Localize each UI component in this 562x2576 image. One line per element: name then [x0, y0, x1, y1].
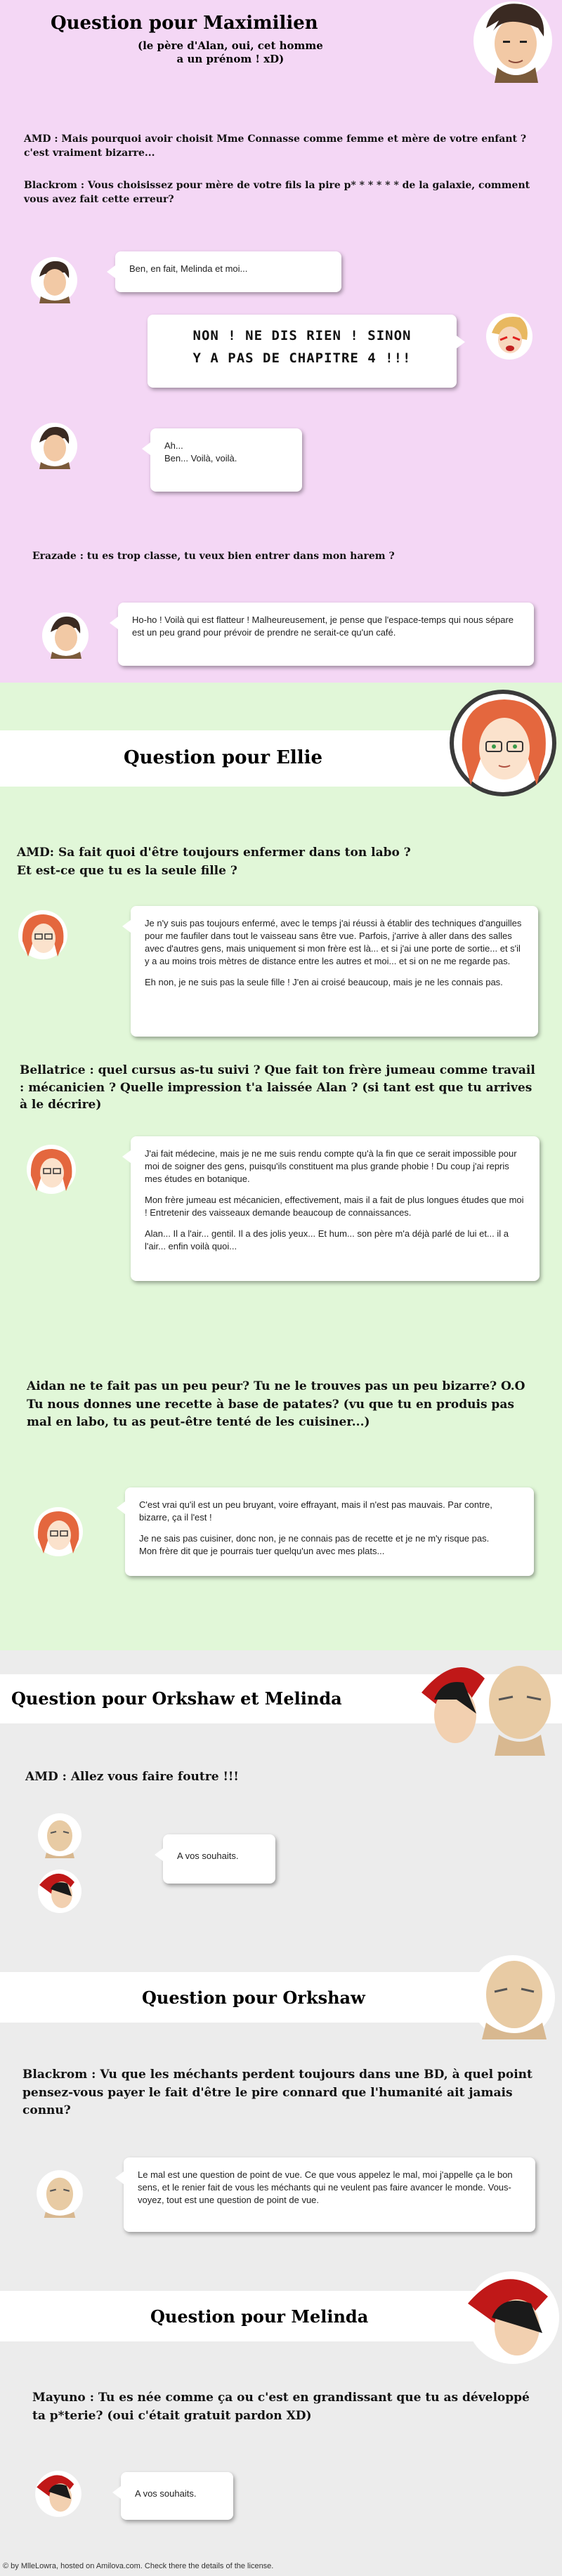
maximilien-avatar	[30, 421, 79, 471]
question-erazade: Erazade : tu es trop classe, tu veux bien entrer dans mon harem ?	[32, 551, 395, 562]
bubble-text: Le mal est une question de point de vue. Ce que vous appelez le mal, moi j'appelle ça le bon sens, et le renier fait de vous les méchants qui ne veulent pas faire avancer le monde. Vous-voyez, tout est une question de point de vue.	[138, 2169, 513, 2205]
bubble-text: Je ne sais pas cuisiner, donc non, je ne connais pas de recette et je ne m'y risque pas. Mon frère dit que je pourrais tuer quelqu'un avec mes plats...	[139, 1532, 490, 1556]
question-aidan: Aidan ne te fait pas un peu peur? Tu ne le trouves pas un peu bizarre? O.O Tu nous donnes une recette à base de patates? (vu que tu en produis pas mal en labo, tu as peut-être tenté de les cuisiner...)	[27, 1379, 525, 1429]
orkshaw-bubble	[124, 2157, 535, 2232]
bubble-text: Ah... Ben... Voilà, voilà.	[164, 440, 237, 464]
ellie-bubble-2	[131, 1136, 540, 1281]
section-title: Question pour Orkshaw	[142, 1987, 365, 2008]
section-orkshaw-melinda	[0, 1650, 562, 2576]
ellie-avatar	[32, 1506, 84, 1558]
maximilien-bubble-3	[118, 603, 534, 666]
maximilien-bubble-1	[115, 251, 341, 292]
bubble-text: A vos souhaits.	[135, 2488, 197, 2499]
ellie-avatar	[17, 909, 69, 961]
orkshaw-avatar	[35, 2169, 84, 2218]
section-title: Question pour Maximilien	[51, 13, 318, 34]
question-blackrom: Blackrom : Vous choisissez pour mère de votre fils la pire p* * * * * * de la galaxie, comment vous avez fait cette erreur?	[24, 180, 530, 206]
bubble-text: Ho-ho ! Voilà qui est flatteur ! Malheureusement, je pense que l'espace-temps qui nous sépare est un peu grand pour prévoir de prendre ne serait-ce qu'un café.	[132, 615, 514, 638]
bubble-text: J'ai fait médecine, mais je ne me suis rendu compte qu'à la fin que ce serait impossible pour moi de soigner des gens, puisqu'ils constituent ma plus grande phobie ! Du coup j'ai repris mes études en botanique.	[145, 1148, 517, 1184]
shout-line-1: NON ! NE DIS RIEN ! SINON	[192, 328, 412, 343]
section-title: Question pour Orkshaw et Melinda	[11, 1688, 342, 1709]
melinda-shout-bubble	[148, 315, 457, 388]
question-amd: AMD: Sa fait quoi d'être toujours enfermer dans ton labo ? Et est-ce que tu es la seule fille ?	[17, 846, 411, 878]
bubble-text: Mon frère jumeau est mécanicien, effectivement, mais il a fait de plus longues études que moi ! Entretenir des vaisseaux demande beaucoup de connaissances.	[145, 1194, 524, 1218]
maximilien-portrait	[465, 0, 556, 84]
orkshaw-melinda-bubble	[163, 1834, 275, 1884]
maximilien-avatar	[30, 256, 79, 305]
ellie-portrait	[447, 687, 559, 799]
bubble-text: Eh non, je ne suis pas la seule fille ! J'en ai croisé beaucoup, mais je ne les connais pas.	[145, 976, 503, 987]
bubble-text: A vos souhaits.	[177, 1851, 239, 1861]
melinda-portrait	[464, 2268, 562, 2367]
shout-line-2: Y A PAS DE CHAPITRE 4 !!!	[192, 350, 412, 367]
section-maximilien	[0, 0, 562, 683]
melinda-bubble	[121, 2472, 233, 2520]
section-subtitle: (le père d'Alan, oui, cet homme a un prénom ! xD)	[138, 39, 323, 65]
ellie-bubble-3	[125, 1487, 534, 1576]
ellie-bubble-1	[131, 906, 538, 1037]
orkshaw-avatar	[37, 1812, 83, 1858]
orkshaw-portrait	[464, 1952, 562, 2044]
bubble-text: C'est vrai qu'il est un peu bruyant, voire effrayant, mais il n'est pas mauvais. Par contre, bizarre, ça il l'est !	[139, 1499, 492, 1523]
question-amd: AMD : Allez vous faire foutre !!!	[25, 1770, 239, 1784]
melinda-avatar	[34, 2469, 83, 2518]
section-title: Question pour Ellie	[124, 747, 323, 768]
footer-credit: © by MlleLowra, hosted on Amilova.com. Check there the details of the license.	[3, 2562, 274, 2570]
maximilien-avatar	[41, 611, 90, 660]
melinda-avatar	[37, 1868, 83, 1914]
section-ellie	[0, 683, 562, 1650]
bubble-text: Je n'y suis pas toujours enfermé, avec le temps j'ai réussi à établir des techniques d'anguilles pour me faufiler dans tout le vaisseau sans être vue. Parfois, j'arrive à aller dans des salles avec d'autres gens, mais uniquement si mon frère est là... et si j'ai une porte de sortie... et s'il y a au moins trois mètres de distance entre les autres et moi... et si on ne me regarde pas.	[145, 918, 522, 966]
question-mayuno: Mayuno : Tu es née comme ça ou c'est en grandissant que tu as développé ta p*terie? (oui c'était gratuit pardon XD)	[32, 2391, 530, 2423]
section-title: Question pour Melinda	[150, 2306, 369, 2327]
ellie-avatar	[25, 1143, 77, 1195]
bubble-text: Ben, en fait, Melinda et moi...	[129, 263, 248, 274]
bubble-text: Alan... Il a l'air... gentil. Il a des jolis yeux... Et hum... son père m'a déjà parlé de lui et... il a l'air... enfin voilà quoi...	[145, 1228, 509, 1251]
question-blackrom: Blackrom : Vu que les méchants perdent toujours dans une BD, à quel point pensez-vous payer le fait d'être le pire connard que l'humanité ait jamais connu?	[22, 2068, 532, 2117]
maximilien-bubble-2	[150, 428, 302, 492]
orkshaw-melinda-portrait	[414, 1650, 562, 1756]
question-bellatrice: Bellatrice : quel cursus as-tu suivi ? Que fait ton frère jumeau comme travail : mécanicien ? Quelle impression t'a laissée Alan ? (si tant est que tu arrives à le décrire)	[20, 1063, 535, 1112]
question-amd: AMD : Mais pourquoi avoir choisit Mme Connasse comme femme et mère de votre enfant ? c'est vraiment bizarre...	[24, 133, 527, 159]
melinda-angry-avatar	[485, 312, 534, 361]
